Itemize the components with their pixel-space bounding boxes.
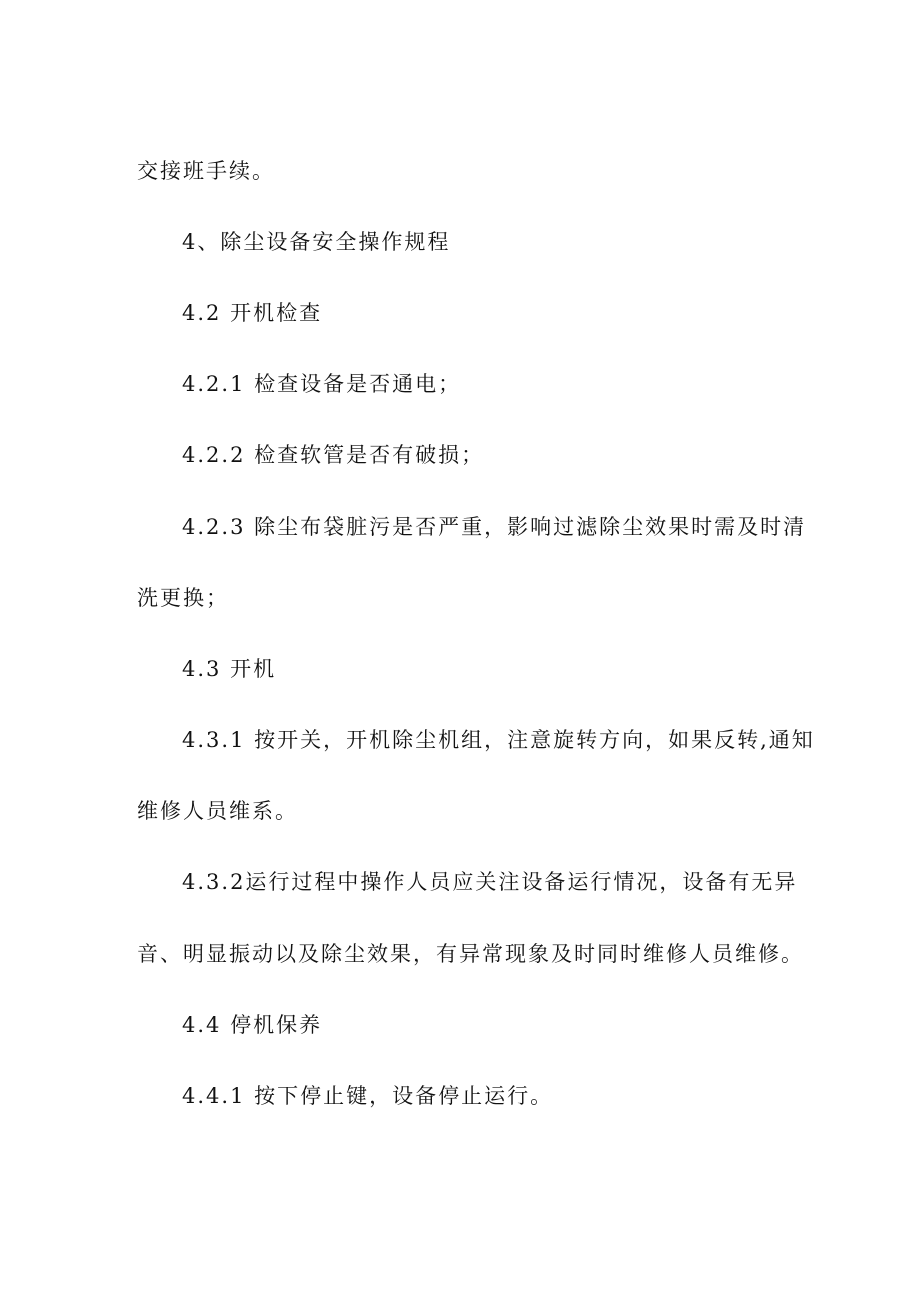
list-item: 4.3.1 按开关，开机除尘机组，注意旋转方向，如果反转,通知: [182, 728, 815, 752]
paragraph-continuation-line: 洗更换；: [137, 586, 229, 610]
list-item: 4.4.1 按下停止键，设备停止运行。: [182, 1084, 554, 1108]
list-item: 4.2.1 检查设备是否通电；: [182, 372, 462, 396]
list-item: 4.2.2 检查软管是否有破损；: [182, 443, 485, 467]
section-heading: 4、除尘设备安全操作规程: [182, 230, 451, 254]
list-item: 4.2.3 除尘布袋脏污是否严重，影响过滤除尘效果时需及时清: [182, 515, 807, 539]
list-item: 4.3.2运行过程中操作人员应关注设备运行情况，设备有无异: [182, 870, 798, 894]
paragraph-continuation-line: 音、明显振动以及除尘效果，有异常现象及时同时维修人员维修。: [137, 942, 804, 966]
subsection-heading: 4.2 开机检查: [182, 301, 323, 325]
subsection-heading: 4.4 停机保养: [182, 1013, 323, 1037]
paragraph-continuation-line: 维修人员维系。: [137, 799, 298, 823]
paragraph-continuation-line: 交接班手续。: [137, 159, 275, 183]
subsection-heading: 4.3 开机: [182, 657, 277, 681]
